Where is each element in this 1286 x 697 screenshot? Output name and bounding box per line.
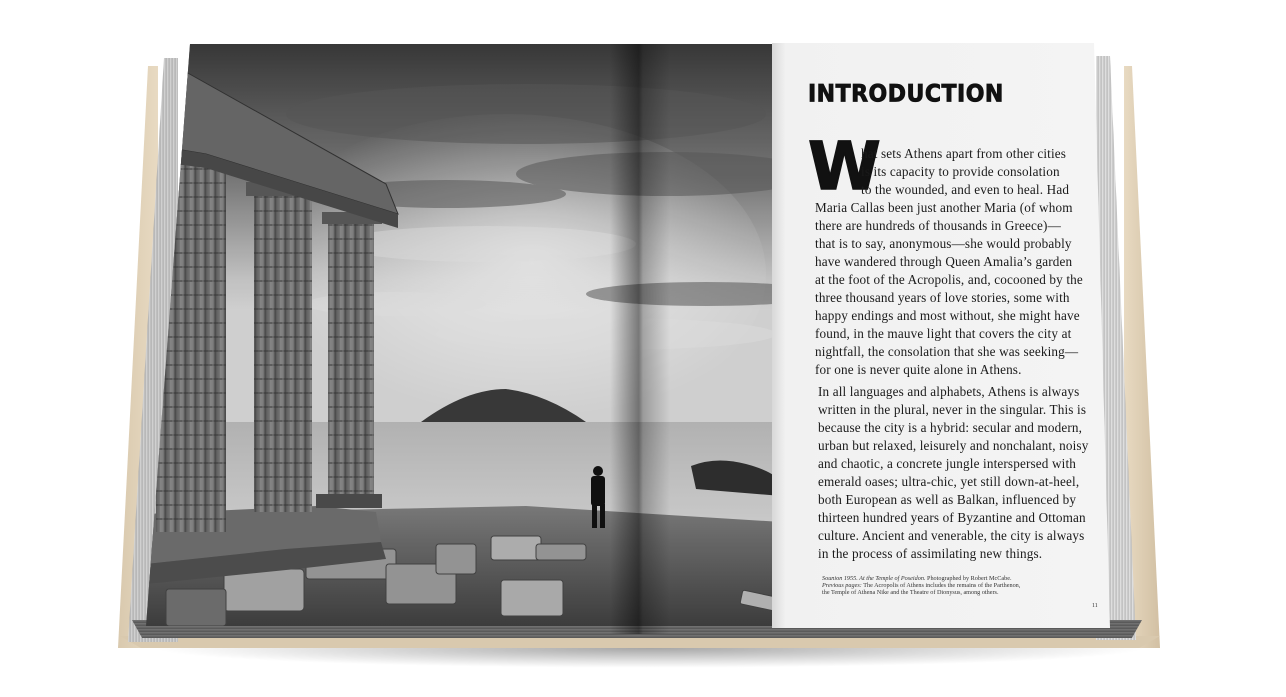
caption-italic: Previous pages: [822, 582, 862, 589]
paragraph-1-line: found, in the mauve light that covers the city at [815, 326, 1072, 341]
book-gutter-shadow [610, 44, 670, 634]
paragraph-2-line: In all languages and alphabets, Athens is always [818, 384, 1080, 399]
paragraph-2-line: because the city is a hybrid: secular and modern, [818, 420, 1083, 435]
paragraph-1-line: hat sets Athens apart from other cities [861, 146, 1067, 161]
caption-text: The Acropolis of Athens includes the remains of the Parthenon, [861, 582, 1021, 589]
paragraph-1-line: nightfall, the consolation that she was seeking— [815, 344, 1079, 359]
paragraph-2-line: culture. Ancient and venerable, the city is always [818, 528, 1085, 543]
caption-text: Photographed by Robert McCabe. [925, 575, 1012, 582]
page-title: INTRODUCTION [808, 81, 1004, 108]
paragraph-1-line: for one is never quite alone in Athens. [815, 362, 1022, 377]
paragraph-1-line: at the foot of the Acropolis, and, cocooned by the [815, 272, 1083, 287]
paragraph-1-line: three thousand years of love stories, some with [815, 290, 1070, 305]
photo-caption-line-3: the Temple of Athena Nike and the Theatre of Dionysus, among others. [822, 589, 999, 596]
paragraph-1-line: happy endings and most without, she might have [815, 308, 1080, 323]
paragraph-2-line: emerald oases; ultra-chic, yet still down-at-heel, [818, 474, 1080, 489]
paragraph-1-line: that is to say, anonymous—she would probably [815, 236, 1072, 251]
temple-photograph [146, 44, 782, 626]
paragraph-2-line: thirteen hundred years of Byzantine and Ottoman [818, 510, 1086, 525]
temple-photograph-illustration [146, 44, 782, 626]
paragraph-1-line: Maria Callas been just another Maria (of whom [815, 200, 1073, 215]
page-number: 11 [1092, 603, 1098, 609]
paragraph-2-line: and chaotic, a concrete jungle interspersed with [818, 456, 1077, 471]
paragraph-1-line: is its capacity to provide consolation [861, 164, 1060, 179]
paragraph-1-line: have wandered through Queen Amalia’s garden [815, 254, 1073, 269]
paragraph-1-line: there are hundreds of thousands in Greece)— [815, 218, 1061, 233]
caption-italic: Sounion 1955. At the Temple of Poseidon. [822, 575, 926, 582]
paragraph-2-line: in the process of assimilating new things. [818, 546, 1043, 561]
paragraph-1-line: to the wounded, and even to heal. Had [861, 182, 1070, 197]
paragraph-2-line: both European as well as Balkan, influenced by [818, 492, 1077, 507]
paragraph-2-line: written in the plural, never in the singular. This is [818, 402, 1087, 417]
drop-cap: W [808, 128, 881, 205]
paragraph-2-line: urban but relaxed, leisurely and nonchalant, noisy [818, 438, 1089, 453]
